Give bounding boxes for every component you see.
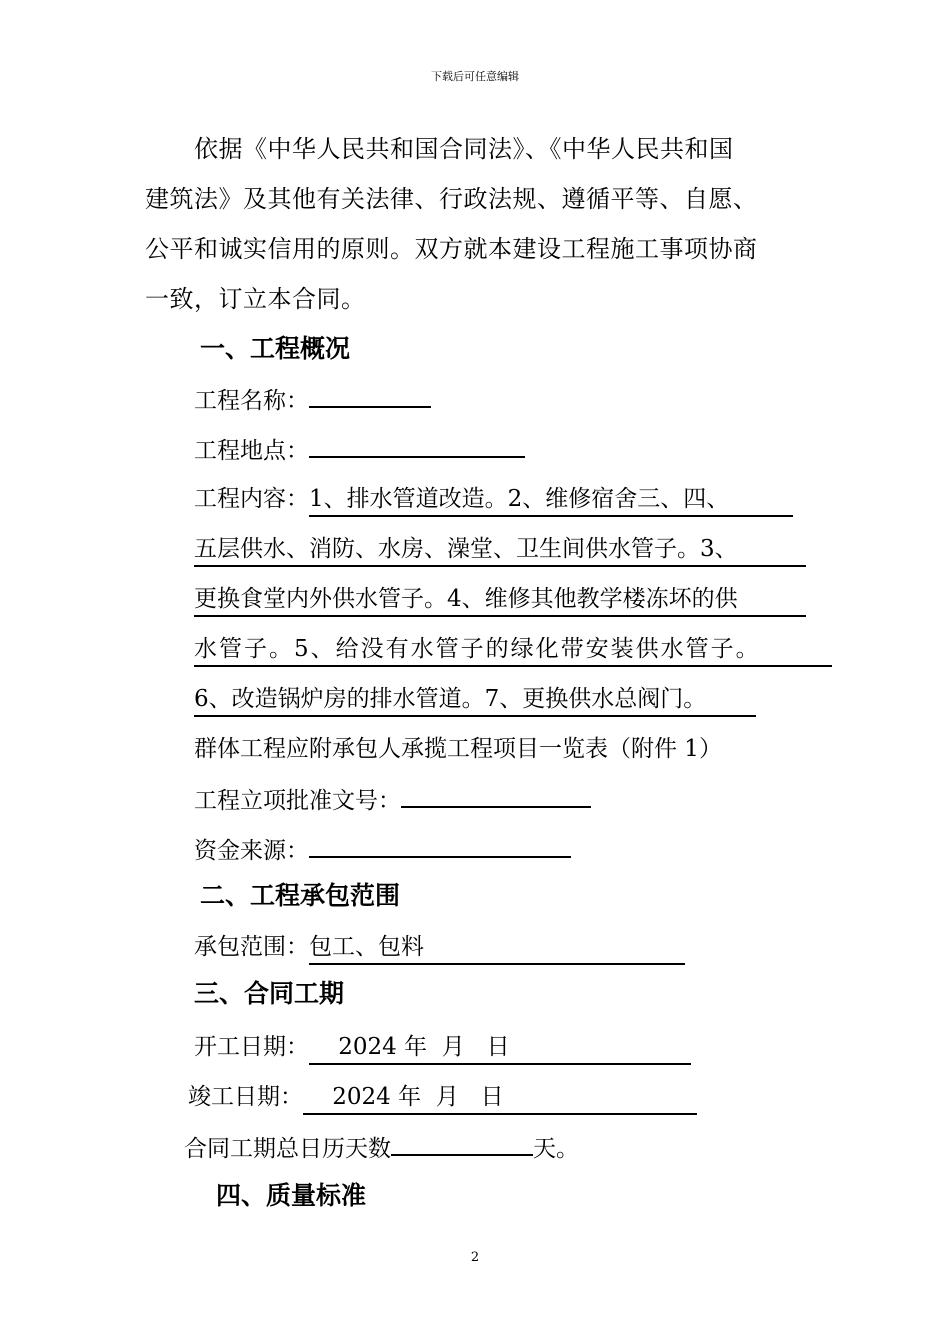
intro-line-4: 一致，订立本合同。 — [145, 285, 366, 313]
page-header-note: 下载后可任意编辑 — [431, 70, 519, 83]
project-content-label: 工程内容： — [194, 486, 309, 512]
project-location-blank[interactable] — [309, 434, 525, 458]
scope-row — [194, 932, 685, 965]
end-date-value: 2024 年 月 日 — [303, 1082, 697, 1115]
total-days-unit: 天。 — [533, 1136, 579, 1162]
section-2-heading: 二、工程承包范围 — [200, 881, 401, 910]
project-content-line-2: 五层供水、消防、水房、澡堂、卫生间供水管子。3、 — [194, 534, 806, 567]
project-location-label: 工程地点： — [194, 438, 309, 464]
total-days-label: 合同工期总日历天数 — [184, 1136, 391, 1162]
section-3-heading: 三、合同工期 — [194, 979, 345, 1008]
approval-number-row — [194, 784, 591, 816]
start-date-value: 2024 年 月 日 — [309, 1032, 691, 1065]
approval-number-label: 工程立项批准文号： — [194, 788, 401, 814]
section-1-heading: 一、工程概况 — [200, 334, 351, 363]
start-date-row — [194, 1032, 691, 1065]
section-4-heading: 四、质量标准 — [216, 1181, 367, 1210]
fund-source-label: 资金来源： — [194, 838, 309, 864]
project-content-line-4: 水管子。5、给没有水管子的绿化带安装供水管子。 — [194, 634, 832, 667]
project-content-line-3: 更换食堂内外供水管子。4、维修其他教学楼冻坏的供 — [194, 584, 806, 617]
scope-value: 包工、包料 — [309, 932, 685, 965]
intro-line-1: 依据《中华人民共和国合同法》、《中华人民共和国 — [194, 135, 734, 163]
total-days-row — [184, 1132, 579, 1164]
total-days-blank[interactable] — [391, 1132, 533, 1156]
page-number: 2 — [470, 1250, 480, 1265]
project-content-line-5: 6、改造锅炉房的排水管道。7、更换供水总阀门。 — [194, 684, 756, 717]
project-location-row — [194, 434, 525, 466]
intro-line-2: 建筑法》及其他有关法律、行政法规、遵循平等、自愿、 — [145, 185, 758, 213]
scope-label: 承包范围： — [194, 934, 309, 960]
project-name-label: 工程名称： — [194, 388, 309, 414]
fund-source-row — [194, 834, 571, 866]
group-project-note: 群体工程应附承包人承揽工程项目一览表（附件 1） — [194, 736, 722, 762]
fund-source-blank[interactable] — [309, 834, 571, 858]
start-date-label: 开工日期： — [194, 1034, 309, 1060]
project-content-row — [194, 484, 793, 517]
approval-number-blank[interactable] — [401, 784, 591, 808]
end-date-label: 竣工日期： — [188, 1084, 303, 1110]
end-date-row — [188, 1082, 697, 1115]
project-name-blank[interactable] — [309, 384, 431, 408]
project-content-line-1: 1、排水管道改造。2、维修宿舍三、四、 — [309, 484, 793, 517]
intro-line-3: 公平和诚实信用的原则。双方就本建设工程施工事项协商 — [145, 235, 758, 263]
project-name-row — [194, 384, 431, 416]
